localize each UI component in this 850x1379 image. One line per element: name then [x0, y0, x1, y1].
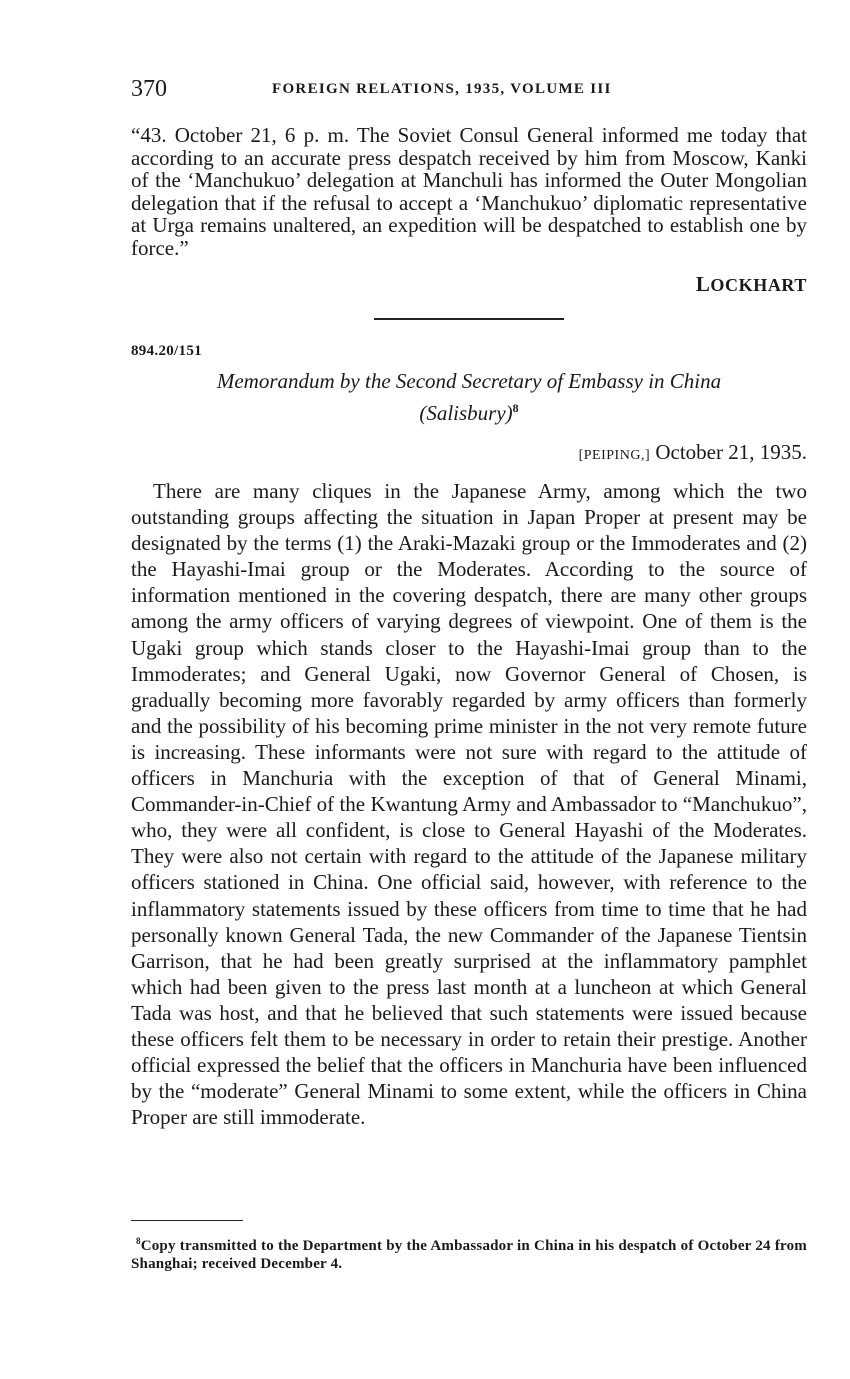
signature [696, 272, 807, 297]
dateline-place: [PEIPING,] [578, 448, 651, 463]
page-number: 370 [131, 76, 167, 102]
footnote-text: Copy transmitted to the Department by the Ambassador in China in his despatch of October 24 from Shanghai; received December 4. [131, 1238, 807, 1272]
footnote [131, 1233, 807, 1273]
signature-rest: OCKHART [710, 275, 807, 295]
dateline-date: October 21, 1935. [655, 440, 807, 464]
dateline [579, 440, 807, 465]
memorandum-body: There are many cliques in the Japanese Army, among which the two outstanding groups affecting the situation in Japan Proper at present may be designated by the terms (1) the Araki-Mazaki group or the Immoderates and (2) the Hayashi-Imai group or the Moderates. According to the source of information mentioned in the covering despatch, there are many other groups among the army officers of varying degrees of viewpoint. One of them is the Ugaki group which stands closer to the Hayashi-Imai group than to the Immoderates; and General Ugaki, now Governor General of Chosen, is gradually becoming more favorably regarded by army officers than formerly and the possibility of his becoming prime minister in the not very remote future is increasing. These informants were not sure with regard to the attitude of officers in Manchuria with the exception of that of General Minami, Commander-in-Chief of the Kwantung Army and Ambassador to “Manchukuo”, who, they were all confident, is close to General Hayashi of the Moderates. They were also not certain with regard to the attitude of the Japanese military officers stationed in China. One official said, however, with reference to the inflammatory statements issued by these officers from time to time that he had personally known General Tada, the new Commander of the Japanese Tientsin Garrison, that he had been greatly surprised at the inflammatory pamphlet which had been given to the press last month at a luncheon at which General Tada was host, and that he believed that such statements were issued because these officers felt them to be necessary in order to retain their prestige. Another official expressed the belief that the officers in Manchuria have been influenced by the “moderate” General Minami to some extent, while the officers in China Proper are still immoderate. [131, 479, 807, 1130]
footnote-divider [131, 1220, 243, 1221]
footnote-reference: 8 [512, 401, 519, 415]
document-title-line1: Memorandum by the Second Secretary of Embassy in China [216, 369, 722, 393]
document-title [131, 368, 807, 427]
signature-initial: L [695, 272, 711, 296]
document-title-author: (Salisbury) [419, 401, 513, 425]
running-head: FOREIGN RELATIONS, 1935, VOLUME III [272, 81, 612, 97]
file-number: 894.20/151 [131, 343, 202, 359]
quoted-telegram: “43. October 21, 6 p. m. The Soviet Consul General informed me today that according to an accurate press despatch received by him from Moscow, Kanki of the ‘Manchukuo’ delegation at Manchuli has informed the Outer Mongolian delegation that if the refusal to accept a ‘Manchukuo’ diplomatic representative at Urga remains unaltered, an expedition will be despatched to establish one by force.” [131, 123, 807, 260]
document-title-line2 [131, 395, 807, 427]
section-divider [374, 318, 564, 320]
footnote-marker: 8 [136, 1236, 141, 1246]
